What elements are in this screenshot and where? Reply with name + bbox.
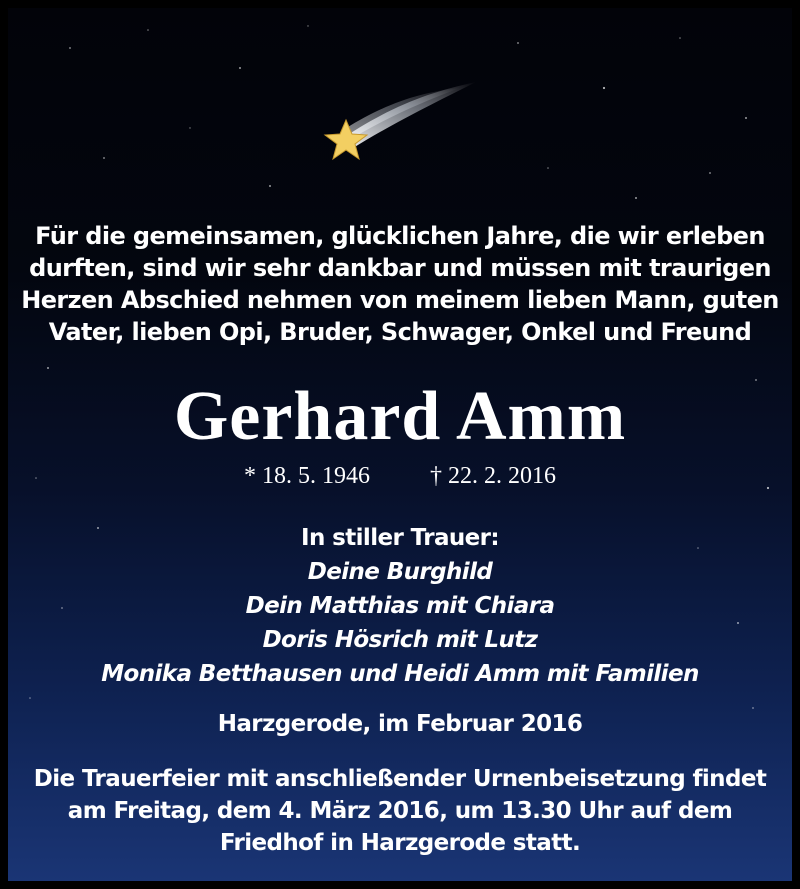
- life-dates: [8, 461, 792, 491]
- intro-line: durften, sind wir sehr dankbar und müssen mit traurigen: [29, 254, 771, 282]
- mourner-entry: Monika Betthausen und Heidi Amm mit Familien: [101, 661, 699, 687]
- mourner-entry: Dein Matthias mit Chiara: [245, 593, 555, 619]
- intro-line: Vater, lieben Opi, Bruder, Schwager, Onkel und Freund: [48, 318, 752, 346]
- ceremony-line: Friedhof in Harzgerode statt.: [219, 830, 581, 856]
- deceased-name: Gerhard Amm: [173, 378, 627, 455]
- ceremony-info: [8, 763, 792, 859]
- intro-line: Für die gemeinsamen, glücklichen Jahre, die wir erleben: [35, 222, 765, 250]
- birth-date: * 18. 5. 1946: [244, 463, 370, 489]
- ceremony-line: Die Trauerfeier mit anschließender Urnenbeisetzung findet: [33, 766, 767, 792]
- mourners-heading: In stiller Trauer:: [301, 525, 499, 551]
- mourner-entry: Deine Burghild: [307, 559, 493, 585]
- mourners-block: [8, 521, 792, 691]
- shooting-star-icon: [325, 82, 476, 159]
- death-date: † 22. 2. 2016: [430, 463, 556, 489]
- ceremony-line: am Freitag, dem 4. März 2016, um 13.30 Uhr auf dem: [67, 798, 733, 824]
- intro-text: [8, 220, 792, 348]
- intro-line: Herzen Abschied nehmen von meinem lieben Mann, guten: [21, 286, 779, 314]
- place-date: Harzgerode, im Februar 2016: [217, 711, 583, 737]
- mourner-entry: Doris Hösrich mit Lutz: [262, 627, 538, 653]
